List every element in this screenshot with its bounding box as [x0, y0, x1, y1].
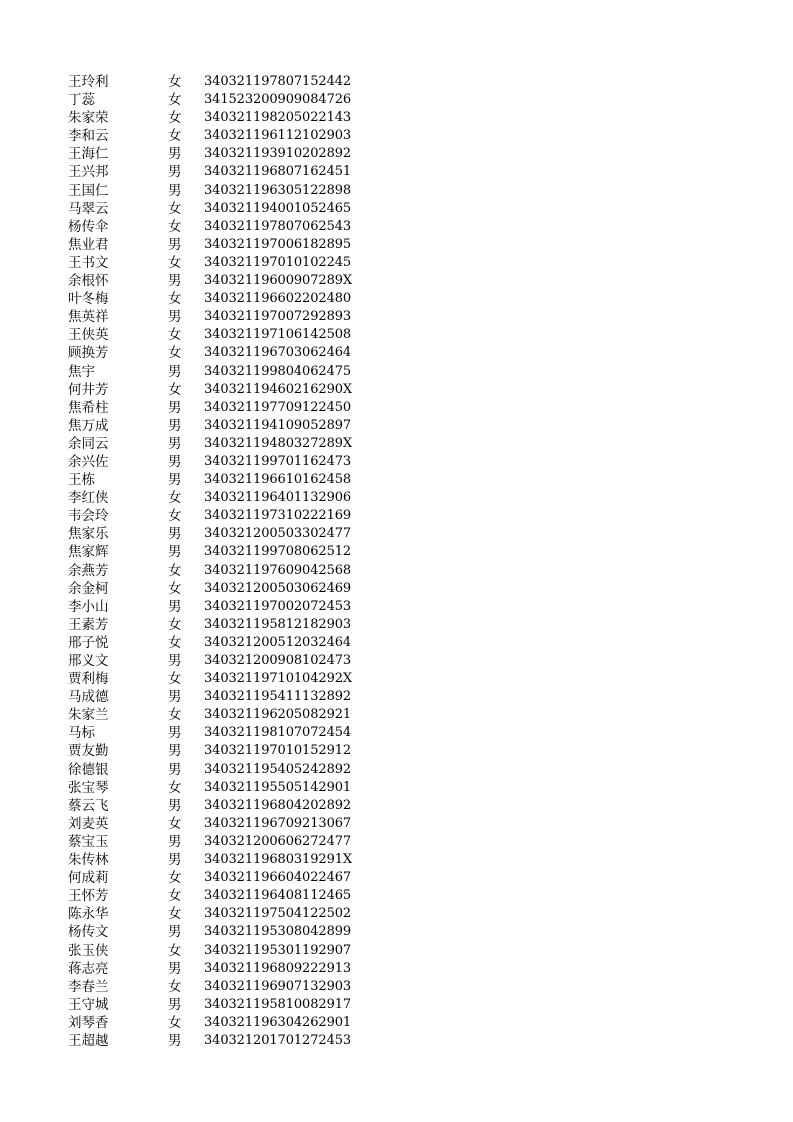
gender-cell: 男 [168, 725, 182, 742]
table-row [0, 381, 793, 399]
id-number-cell: 340321196305122898 [204, 182, 352, 198]
id-number-cell: 340321198205022143 [204, 110, 352, 126]
table-row [0, 525, 793, 543]
gender-cell: 女 [168, 888, 182, 905]
gender-cell: 男 [168, 852, 182, 869]
name-cell: 王玲利 [68, 74, 109, 90]
name-cell: 王书文 [68, 254, 109, 271]
table-row [0, 616, 793, 634]
id-number-cell: 340321195405242892 [204, 761, 352, 777]
gender-cell: 女 [168, 671, 182, 688]
id-number-cell: 340321199701162473 [204, 453, 352, 469]
table-row [0, 272, 793, 290]
name-cell: 张玉侠 [68, 942, 109, 959]
gender-cell: 男 [168, 182, 182, 199]
gender-cell: 女 [168, 616, 182, 633]
name-cell: 焦家乐 [68, 526, 109, 543]
gender-cell: 女 [168, 381, 182, 398]
table-row [0, 869, 793, 887]
gender-cell: 男 [168, 761, 182, 778]
name-cell: 韦会玲 [68, 508, 109, 525]
id-number-cell: 340321199708062512 [204, 544, 352, 560]
table-row [0, 471, 793, 489]
name-cell: 焦宇 [68, 363, 95, 380]
name-cell: 陈永华 [68, 906, 109, 923]
name-cell: 杨传文 [68, 924, 109, 941]
id-number-cell: 340321200908102473 [204, 653, 352, 668]
gender-cell: 男 [168, 309, 182, 326]
name-cell: 蔡宝玉 [68, 833, 109, 850]
table-row [0, 797, 793, 815]
gender-cell: 男 [168, 1032, 182, 1049]
table-row [0, 634, 793, 652]
table-row [0, 670, 793, 688]
gender-cell: 女 [168, 291, 182, 308]
name-cell: 焦英祥 [68, 309, 109, 326]
id-number-cell: 340321196604022467 [204, 870, 352, 886]
gender-cell: 男 [168, 924, 182, 941]
gender-cell: 女 [168, 490, 182, 507]
gender-cell: 女 [168, 110, 182, 127]
id-number-cell: 340321197807062543 [204, 218, 352, 234]
roster-table [0, 73, 793, 1050]
id-number-cell: 340321197010152912 [204, 743, 352, 759]
name-cell: 贾利梅 [68, 671, 109, 688]
table-row [0, 489, 793, 507]
table-row [0, 887, 793, 905]
table-row [0, 182, 793, 200]
id-number-cell: 340321195411132892 [204, 689, 352, 705]
table-row [0, 344, 793, 362]
id-number-cell: 340321195812182903 [204, 616, 352, 632]
gender-cell: 男 [168, 453, 182, 470]
id-number-cell: 340321197006182895 [204, 236, 352, 252]
name-cell: 马标 [68, 725, 95, 742]
id-number-cell: 340321197007292893 [204, 309, 352, 325]
id-number-cell: 340321197807152442 [204, 74, 352, 89]
name-cell: 蒋志亮 [68, 960, 109, 977]
table-row [0, 435, 793, 453]
id-number-cell: 340321195301192907 [204, 942, 352, 958]
id-number-cell: 340321197609042568 [204, 562, 352, 578]
id-number-cell: 340321200606272477 [204, 833, 352, 849]
table-row [0, 254, 793, 272]
id-number-cell: 340321196304262901 [204, 1014, 352, 1030]
table-row [0, 218, 793, 236]
name-cell: 余金柯 [68, 580, 109, 597]
table-row [0, 73, 793, 91]
gender-cell: 男 [168, 689, 182, 706]
name-cell: 李小山 [68, 598, 109, 615]
name-cell: 余根怀 [68, 273, 109, 290]
table-row [0, 851, 793, 869]
name-cell: 焦万成 [68, 417, 109, 434]
gender-cell: 女 [168, 218, 182, 235]
id-number-cell: 341523200909084726 [204, 92, 352, 108]
table-row [0, 833, 793, 851]
id-number-cell: 340321198107072454 [204, 725, 352, 741]
gender-cell: 女 [168, 1014, 182, 1031]
gender-cell: 女 [168, 562, 182, 579]
id-number-cell: 34032119710104292X [204, 671, 353, 687]
table-row [0, 363, 793, 381]
gender-cell: 女 [168, 200, 182, 217]
table-row [0, 598, 793, 616]
table-row [0, 996, 793, 1014]
table-row [0, 91, 793, 109]
name-cell: 王侠英 [68, 327, 109, 344]
id-number-cell: 34032119600907289X [204, 273, 353, 289]
id-number-cell: 340321199804062475 [204, 363, 352, 379]
gender-cell: 男 [168, 743, 182, 760]
table-row [0, 960, 793, 978]
table-row [0, 942, 793, 960]
gender-cell: 男 [168, 598, 182, 615]
id-number-cell: 340321196205082921 [204, 707, 352, 723]
gender-cell: 男 [168, 833, 182, 850]
id-number-cell: 340321196408112465 [204, 888, 352, 904]
name-cell: 焦业君 [68, 236, 109, 253]
id-number-cell: 340321200503062469 [204, 580, 352, 596]
table-row [0, 580, 793, 598]
id-number-cell: 340321197106142508 [204, 327, 352, 343]
id-number-cell: 340321196807162451 [204, 164, 352, 180]
id-number-cell: 340321193910202892 [204, 146, 352, 162]
name-cell: 丁蕊 [68, 92, 95, 109]
table-row [0, 543, 793, 561]
gender-cell: 男 [168, 653, 182, 669]
gender-cell: 女 [168, 345, 182, 362]
id-number-cell: 340321200503302477 [204, 526, 352, 542]
gender-cell: 女 [168, 978, 182, 995]
table-row [0, 507, 793, 525]
gender-cell: 女 [168, 327, 182, 344]
name-cell: 蔡云飞 [68, 797, 109, 814]
gender-cell: 男 [168, 399, 182, 416]
id-number-cell: 340321194001052465 [204, 200, 352, 216]
name-cell: 贾友勤 [68, 743, 109, 760]
id-number-cell: 340321194109052897 [204, 417, 352, 433]
id-number-cell: 34032119480327289X [204, 435, 353, 451]
name-cell: 叶冬梅 [68, 291, 109, 308]
id-number-cell: 340321196907132903 [204, 978, 352, 994]
gender-cell: 女 [168, 906, 182, 923]
table-row [0, 200, 793, 218]
table-row [0, 779, 793, 797]
id-number-cell: 340321196112102903 [204, 128, 352, 144]
id-number-cell: 340321196709213067 [204, 815, 352, 831]
id-number-cell: 340321196610162458 [204, 472, 352, 488]
id-number-cell: 34032119680319291X [204, 852, 353, 868]
id-number-cell: 340321196804202892 [204, 797, 352, 813]
name-cell: 张宝琴 [68, 779, 109, 796]
gender-cell: 女 [168, 128, 182, 145]
id-number-cell: 340321197504122502 [204, 906, 352, 922]
id-number-cell: 340321201701272453 [204, 1032, 352, 1048]
name-cell: 何成莉 [68, 870, 109, 887]
name-cell: 朱传林 [68, 852, 109, 869]
gender-cell: 女 [168, 779, 182, 796]
table-row [0, 109, 793, 127]
gender-cell: 男 [168, 435, 182, 452]
name-cell: 朱家荣 [68, 110, 109, 127]
name-cell: 马翠云 [68, 200, 109, 217]
name-cell: 王栋 [68, 472, 95, 489]
name-cell: 顾换芳 [68, 345, 109, 362]
name-cell: 王守城 [68, 996, 109, 1013]
name-cell: 王素芳 [68, 616, 109, 633]
gender-cell: 女 [168, 707, 182, 724]
id-number-cell: 340321196809222913 [204, 960, 352, 976]
table-row [0, 417, 793, 435]
id-number-cell: 340321196401132906 [204, 490, 352, 506]
name-cell: 余燕芳 [68, 562, 109, 579]
name-cell: 马成德 [68, 689, 109, 706]
gender-cell: 男 [168, 164, 182, 181]
gender-cell: 男 [168, 236, 182, 253]
table-row [0, 815, 793, 833]
name-cell: 王怀芳 [68, 888, 109, 905]
name-cell: 刘麦英 [68, 815, 109, 832]
gender-cell: 男 [168, 472, 182, 489]
gender-cell: 女 [168, 580, 182, 597]
table-row [0, 978, 793, 996]
name-cell: 余兴佐 [68, 453, 109, 470]
id-number-cell: 340321200512032464 [204, 634, 352, 650]
table-row [0, 127, 793, 145]
table-row [0, 688, 793, 706]
id-number-cell: 340321197310222169 [204, 508, 352, 524]
name-cell: 余同云 [68, 435, 109, 452]
name-cell: 李春兰 [68, 978, 109, 995]
name-cell: 焦家辉 [68, 544, 109, 561]
gender-cell: 女 [168, 254, 182, 271]
gender-cell: 女 [168, 74, 182, 90]
gender-cell: 男 [168, 273, 182, 290]
gender-cell: 女 [168, 815, 182, 832]
name-cell: 邢子悦 [68, 634, 109, 651]
gender-cell: 男 [168, 996, 182, 1013]
id-number-cell: 340321195308042899 [204, 924, 352, 940]
table-row [0, 652, 793, 670]
id-number-cell: 340321195505142901 [204, 779, 352, 795]
id-number-cell: 340321197010102245 [204, 254, 352, 270]
table-row [0, 453, 793, 471]
name-cell: 李和云 [68, 128, 109, 145]
table-row [0, 290, 793, 308]
name-cell: 焦希柱 [68, 399, 109, 416]
table-row [0, 308, 793, 326]
table-row [0, 905, 793, 923]
gender-cell: 男 [168, 363, 182, 380]
gender-cell: 女 [168, 508, 182, 525]
name-cell: 李红侠 [68, 490, 109, 507]
table-row [0, 399, 793, 417]
name-cell: 徐德银 [68, 761, 109, 778]
table-row [0, 326, 793, 344]
id-number-cell: 340321196602202480 [204, 291, 352, 307]
name-cell: 何井芳 [68, 381, 109, 398]
gender-cell: 女 [168, 634, 182, 651]
table-row [0, 145, 793, 163]
table-row [0, 742, 793, 760]
gender-cell: 女 [168, 870, 182, 887]
id-number-cell: 340321196703062464 [204, 345, 352, 361]
table-row [0, 236, 793, 254]
gender-cell: 女 [168, 92, 182, 109]
name-cell: 王超越 [68, 1032, 109, 1049]
id-number-cell: 340321197002072453 [204, 598, 352, 614]
table-row [0, 1014, 793, 1032]
table-row [0, 923, 793, 941]
gender-cell: 男 [168, 526, 182, 543]
name-cell: 杨传伞 [68, 218, 109, 235]
gender-cell: 男 [168, 544, 182, 561]
table-row [0, 706, 793, 724]
gender-cell: 男 [168, 146, 182, 163]
id-number-cell: 340321197709122450 [204, 399, 352, 415]
table-row [0, 562, 793, 580]
table-row [0, 1032, 793, 1050]
name-cell: 朱家兰 [68, 707, 109, 724]
gender-cell: 男 [168, 417, 182, 434]
id-number-cell: 340321195810082917 [204, 996, 352, 1012]
name-cell: 邢义文 [68, 653, 109, 669]
name-cell: 刘琴香 [68, 1014, 109, 1031]
gender-cell: 男 [168, 960, 182, 977]
table-row [0, 724, 793, 742]
id-number-cell: 34032119460216290X [204, 381, 353, 397]
gender-cell: 男 [168, 797, 182, 814]
table-row [0, 761, 793, 779]
name-cell: 王兴邦 [68, 164, 109, 181]
name-cell: 王国仁 [68, 182, 109, 199]
gender-cell: 女 [168, 942, 182, 959]
name-cell: 王海仁 [68, 146, 109, 163]
table-row [0, 163, 793, 181]
